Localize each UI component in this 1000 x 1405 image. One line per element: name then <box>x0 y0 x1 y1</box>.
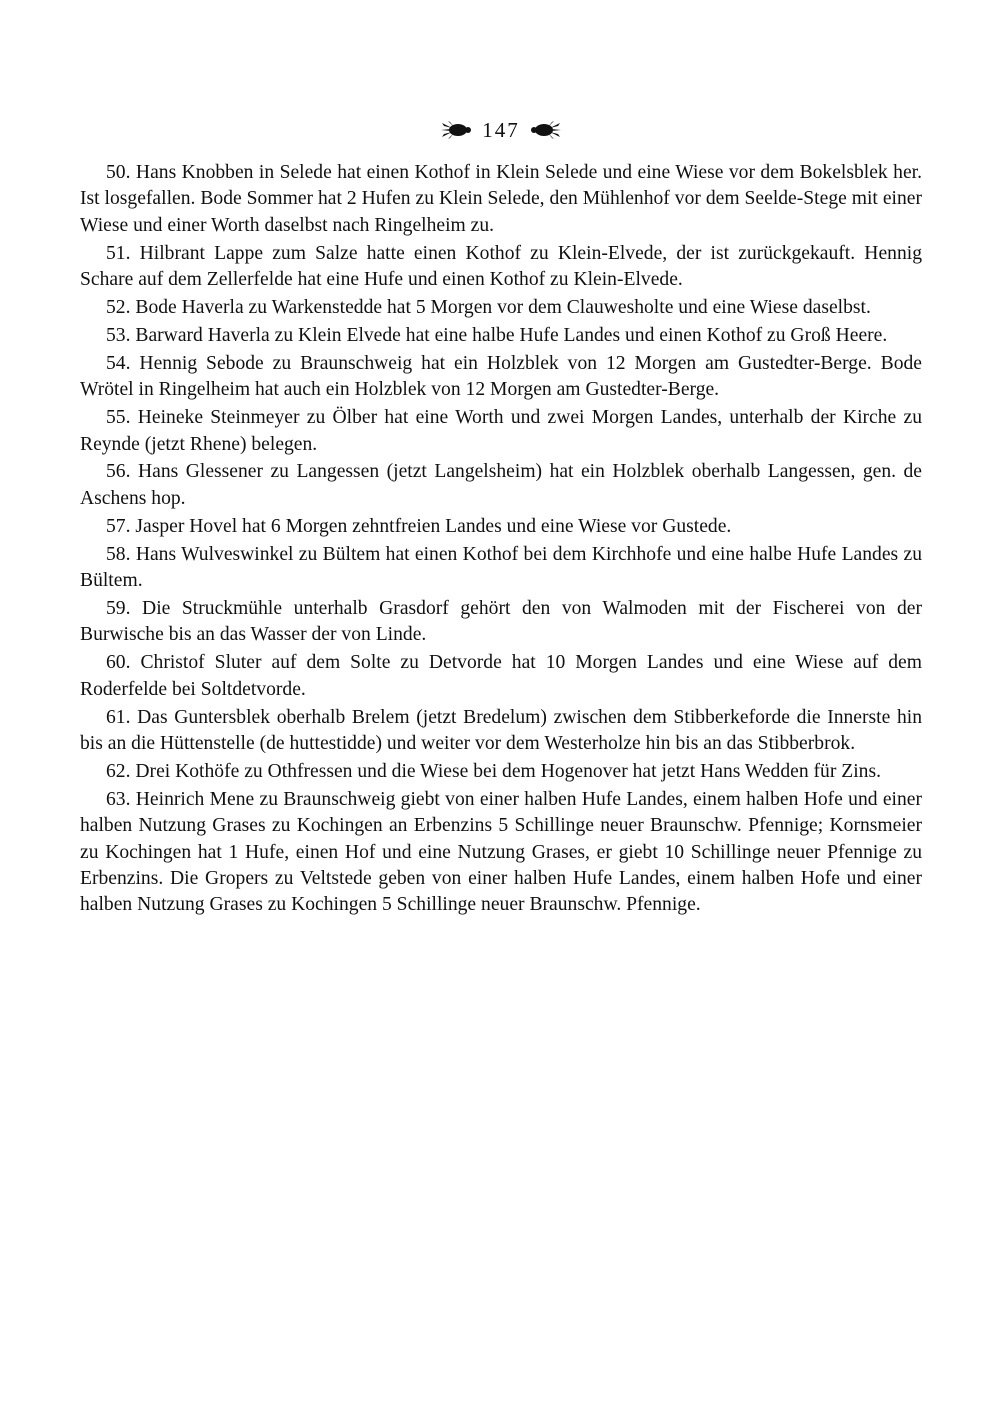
entry-56: 56. Hans Glessener zu Langessen (jetzt Langelsheim) hat ein Holzblek oberhalb Langessen, gen. de Aschens hop. <box>80 461 922 509</box>
entries-list <box>80 160 922 919</box>
document-page <box>80 112 922 920</box>
entry-60: 60. Christof Sluter auf dem Solte zu Detvorde hat 10 Morgen Landes und eine Wiese auf dem Roderfelde bei Soltdetvorde. <box>80 652 922 700</box>
entry-52: 52. Bode Haverla zu Warkenstedde hat 5 Morgen vor dem Clauwesholte und eine Wiese daselbst. <box>106 297 871 319</box>
left-ornament-icon <box>440 119 472 141</box>
entry-57: 57. Jasper Hovel hat 6 Morgen zehntfreien Landes und eine Wiese vor Gustede. <box>106 515 732 537</box>
entry-62: 62. Drei Kothöfe zu Othfressen und die Wiese bei dem Hogenover hat jetzt Hans Wedden für Zins. <box>106 760 881 782</box>
entry-63: 63. Heinrich Mene zu Braunschweig giebt von einer halben Hufe Landes, einem halben Hofe und einer halben Nutzung Grases zu Kochingen an Erbenzins 5 Schillinge neuer Braunschw. Pfennige; Kornsmeier zu Kochingen hat 1 Hufe, einen Hof und eine Nutzung Grases, er giebt 10 Schillinge neuer Pfennige zu Erbenzins. Die Gropers zu Veltstede geben von einer halben Hufe Landes, einem halben Hofe und einer halben Nutzung Grases zu Kochingen 5 Schillinge neuer Braunschw. Pfennige. <box>80 788 922 916</box>
entry-59: 59. Die Struckmühle unterhalb Grasdorf gehört den von Walmoden mit der Fischerei von der Burwische bis an das Wasser der von Linde. <box>80 598 922 646</box>
entry-58: 58. Hans Wulveswinkel zu Bültem hat einen Kothof bei dem Kirchhofe und eine halbe Hufe Landes zu Bültem. <box>80 543 922 592</box>
entry-53: 53. Barward Haverla zu Klein Elvede hat eine halbe Hufe Landes und einen Kothof zu Groß Heere. <box>106 324 888 346</box>
page-number: 147 <box>482 117 520 142</box>
entry-55: 55. Heineke Steinmeyer zu Ölber hat eine Worth und zwei Morgen Landes, unterhalb der Kirche zu Reynde (jetzt Rhene) belegen. <box>80 407 922 455</box>
entry-50: 50. Hans Knobben in Selede hat einen Kothof in Klein Selede und eine Wiese vor dem Bokelsblek her. Ist losgefallen. Bode Sommer hat 2 Hufen zu Klein Selede, den Mühlenhof vor dem Seelde-Stege mit einer Wiese und einer Worth daselbst nach Ringelheim zu. <box>80 162 922 236</box>
right-ornament-icon <box>530 119 562 141</box>
entry-61: 61. Das Guntersblek oberhalb Brelem (jetzt Bredelum) zwischen dem Stibberkeforde die Innerste hin bis an die Hüttenstelle (de huttestidde) und weiter vor dem Westerholze hin bis an das Stibberbrok. <box>80 706 922 755</box>
entry-54: 54. Hennig Sebode zu Braunschweig hat ein Holzblek von 12 Morgen am Gustedter-Berge. Bode Wrötel in Ringelheim hat auch ein Holzblek von 12 Morgen am Gustedter-Berge. <box>80 352 922 401</box>
entry-51: 51. Hilbrant Lappe zum Salze hatte einen Kothof zu Klein-Elvede, der ist zurückgekauft. Hennig Schare auf dem Zellerfelde hat eine Hufe und einen Kothof zu Klein-Elvede. <box>80 242 922 291</box>
page-header <box>80 112 922 148</box>
